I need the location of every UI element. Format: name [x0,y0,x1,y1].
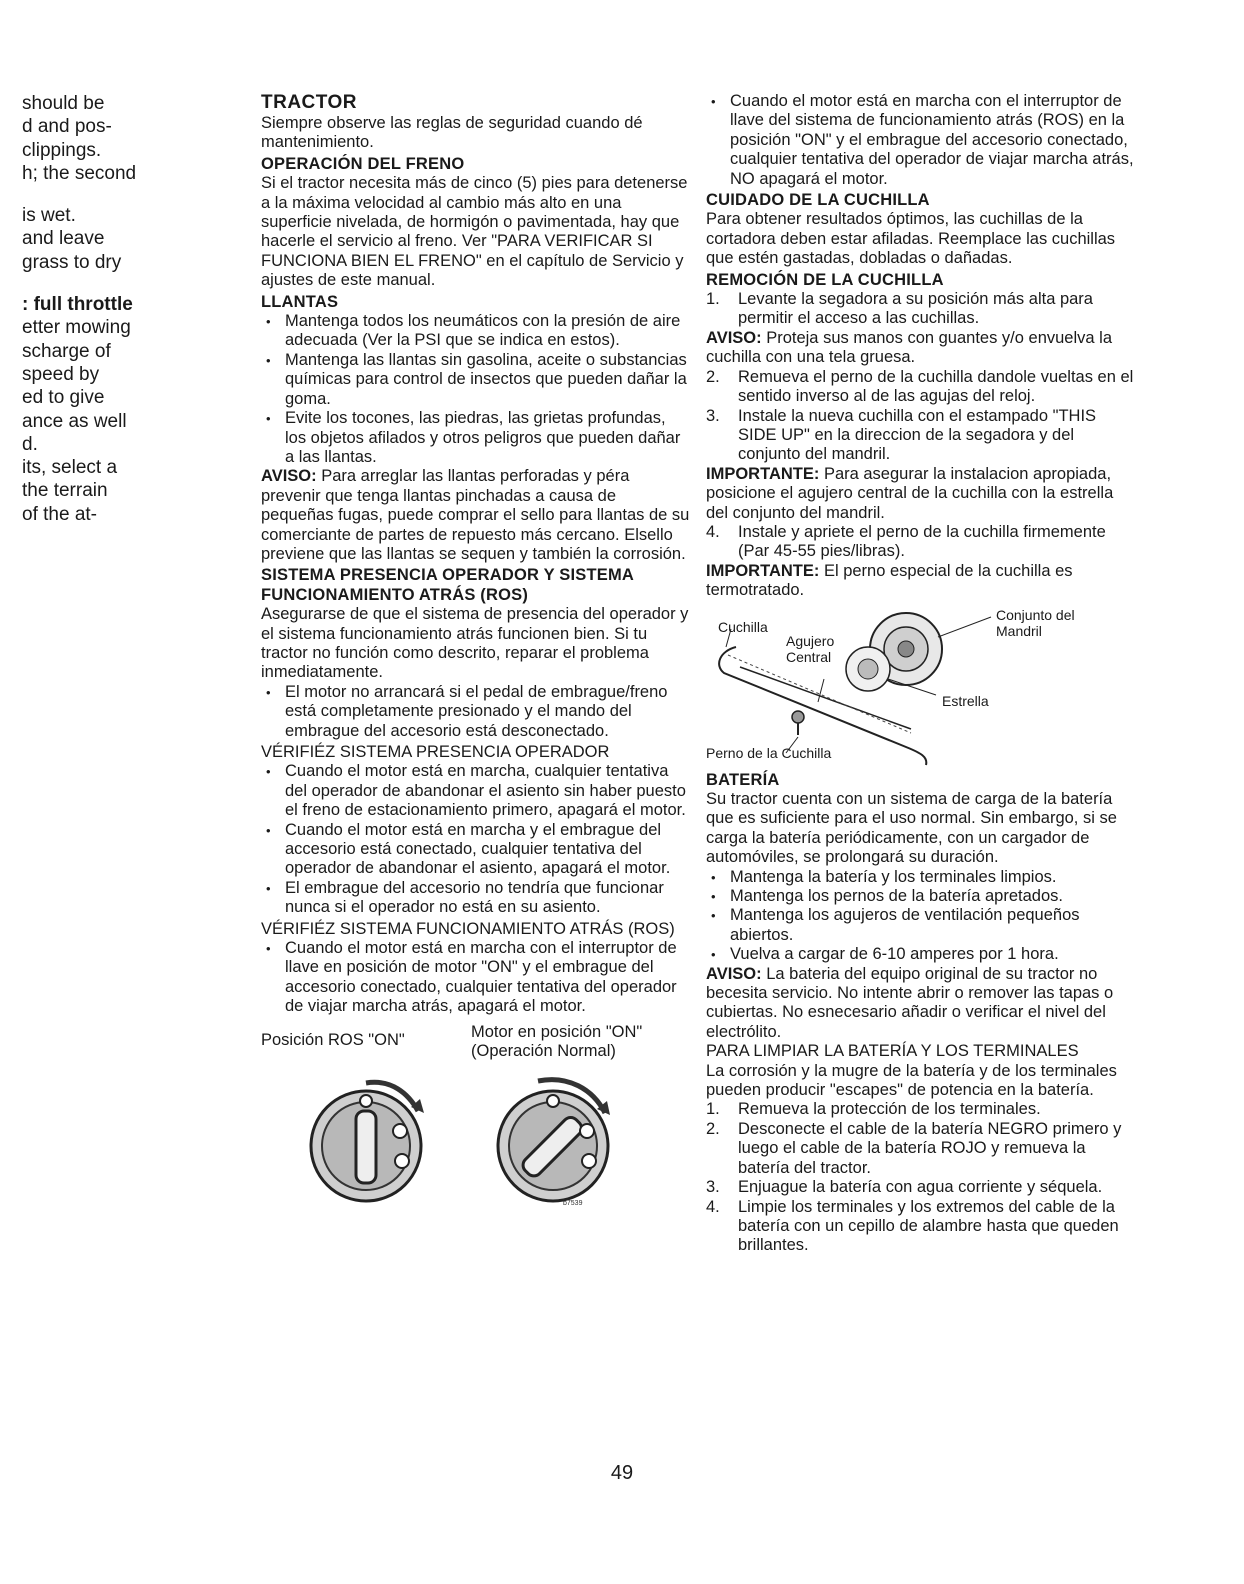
list-item: 1. Remueva la protección de los terminales. [706,1100,1041,1119]
list-item: • Mantenga todos los neumáticos con la presión de aire adecuada (Ver la PSI que se indica en estos). [261,312,691,351]
list-item: • Cuando el motor está en marcha con el interruptor de llave en posición de motor "ON" y el embrague del accesorio conectado, cualquier tentativa del operador de viajar marcha atrás, apagará el motor. [261,939,691,1017]
blade-steps [706,290,1136,329]
fragment-line: clippings. [22,139,102,161]
blade-care-heading: CUIDADO DE LA CUCHILLA [706,191,930,210]
label-mandril: Mandril [996,622,1042,639]
ignition-figure [261,1023,691,1218]
battery-text: Su tractor cuenta con un sistema de carga de la batería que es suficiente para el uso normal. Sin embargo, si se carga la batería periódicamente, con un cargador de automóviles, se prolongará su duración. [706,789,1117,867]
right-column [706,92,1136,1256]
label-agujero: Agujero [786,632,835,649]
tires-heading: LLANTAS [261,292,339,311]
blade-care-text: Para obtener resultados óptimos, las cuchillas de la cortadora deben estar afiladas. Reemplace las cuchillas que estén gastadas, dobladas o dañadas. [706,210,1116,268]
blade-assembly-illustration [706,607,1126,767]
page-number: 49 [610,1462,634,1484]
fragment-line: speed by [22,363,100,385]
section-title: TRACTOR [261,92,358,113]
blade-steps [706,523,1136,562]
fragment-line: d. [22,433,38,455]
motor-position-caption: Motor en posición "ON" (Operación Normal) [471,1022,643,1061]
list-item: • Evite los tocones, las piedras, las grietas profundas, los objetos afilados y otros peligros que pueden dañar a las llantas. [261,409,691,467]
notice-label: AVISO: [261,467,317,486]
list-item: • Cuando el motor está en marcha con el interruptor de llave del sistema de funcionamiento atrás (ROS) en la posición "ON" y el embrague del accesorio conectado, cualquier tentativa del operador de viajar marcha atrás, NO apagará el motor. [706,92,1136,189]
list-item: • Vuelva a cargar de 6-10 amperes por 1 hora. [706,945,1136,964]
tires-list [261,312,691,467]
fragment-line: and leave [22,228,105,250]
fragment-line: scharge of [22,340,111,362]
intro-text: Siempre observe las reglas de seguridad cuando dé mantenimiento. [261,114,643,152]
label-perno: Perno de la Cuchilla [706,744,832,761]
label-conjunto: Conjunto del [996,606,1075,623]
fragment-line: its, select a [22,457,118,479]
list-item: • Mantenga la batería y los terminales limpios. [706,868,1136,887]
fragment-line-bold: : full throttle [22,294,133,316]
verify-presence-heading: VÉRIFIÉZ SISTEMA PRESENCIA OPERADOR [261,743,610,761]
fragment-line: etter mowing [22,317,131,339]
clean-steps [706,1100,1136,1255]
important-note: IMPORTANTE: El perno especial de la cuchilla es termotratado. [706,561,1073,600]
list-item: 4. Instale y apriete el perno de la cuchilla firmemente (Par 45-55 pies/libras). [706,522,1106,561]
fragment-line: d and pos- [22,116,112,138]
list-item: 3. Enjuague la batería con agua corriente y séquela. [706,1178,1103,1197]
list-item: 2. Remueva el perno de la cuchilla dandole vueltas en el sentido inverso al de las agujas del reloj. [706,367,1134,406]
label-estrella: Estrella [942,692,989,709]
figure-code: b7539 [563,1199,583,1206]
list-item: • Mantenga los agujeros de ventilación pequeños abiertos. [706,906,1136,945]
list-item: 2. Desconecte el cable de la batería NEGRO primero y luego el cable de la batería ROJO y remueva la batería del tractor. [706,1119,1122,1177]
ros-intro: Asegurarse de que el sistema de presencia del operador y el sistema funcionamiento atrás funcionen bien. Si tu tractor no función como descrito, reparar el problema inmediatamente. [261,605,689,682]
ros-continued-list [706,92,1136,189]
list-item: 3. Instale la nueva cuchilla con el estampado "THIS SIDE UP" en la direccion de la segadora y del conjunto del mandril. [706,406,1097,464]
list-item: • El motor no arrancará si el pedal de embrague/freno está completamente presionado y el mando del embrague del accesorio está desconectado. [261,683,691,741]
blade-notice: AVISO: Proteja sus manos con guantes y/o envuelva la cuchilla con una tela gruesa. [706,328,1113,367]
list-item: • Cuando el motor está en marcha y el embrague del accesorio está conectado, cualquier tentativa del operador de abandonar el asiento, apagará el motor. [261,821,691,879]
fragment-line: is wet. [22,205,76,227]
verify-ros-list [261,939,691,1017]
middle-column [261,92,691,1218]
battery-notice: AVISO: La bateria del equipo original de su tractor no becesita servicio. No intente abrir o remover las tapas o cubiertas. No esnecesario añadir o verificar el nivel del electrólito. [706,964,1114,1041]
brake-heading: OPERACIÓN DEL FRENO [261,154,465,173]
important-note: IMPORTANTE: Para asegurar la instalacion apropiada, posicione el agujero central de la cuchilla con la estrella del conjunto del mandril. [706,464,1114,522]
list-item: • El embrague del accesorio no tendría que funcionar nunca si el operador no está en su asiento. [261,879,691,918]
fragment-line: should be [22,93,105,114]
label-central: Central [786,648,832,665]
ros-list [261,683,691,741]
fragment-line: grass to dry [22,251,122,273]
fragment-line: ed to give [22,387,105,409]
brake-text: Si el tractor necesita más de cinco (5) pies para detenerse a la máxima velocidad al cambio más alto en una superficie nivelada, de hormigón o pavimentada, hay que hacerle el servicio al freno. Ver "PARA VERIFICAR SI FUNCIONA BIEN EL FRENO" en el capítulo de Servicio y ajustes de este manual. [261,174,688,290]
blade-steps [706,368,1136,465]
list-item: 4. Limpie los terminales y los extremos del cable de la batería con un cepillo de alambre hasta que queden brillantes. [706,1197,1119,1255]
clean-intro: La corrosión y la mugre de la batería y de los terminales pueden producir "escapes" de potencia en la batería. [706,1061,1117,1100]
list-item: • Cuando el motor está en marcha, cualquier tentativa del operador de abandonar el asiento sin haber puesto el freno de estacionamiento primero, apagará el motor. [261,762,691,820]
list-item: 1. Levante la segadora a su posición más alta para permitir el acceso a las cuchillas. [706,290,1093,328]
label-cuchilla: Cuchilla [718,618,768,635]
notice-text: Para arreglar las llantas perforadas y péra prevenir que tenga llantas pinchadas a causa de pequeñas fugas, puede comprar el sello para llantas de su comerciante de partes de repuesto más cercano. Elsello previene que las llantas se sequen y también la corrosión. [261,467,690,563]
fragment-line: the terrain [22,480,108,502]
verify-ros-heading: VÉRIFIÉZ SISTEMA FUNCIONAMIENTO ATRÁS (ROS) [261,919,675,938]
battery-heading: BATERÍA [706,770,780,789]
ignition-switch-normal-icon [483,1071,623,1206]
tires-notice [261,467,691,564]
fragment-line: h; the second [22,162,137,184]
ros-heading: SISTEMA PRESENCIA OPERADOR Y SISTEMA FUNCIONAMIENTO ATRÁS (ROS) [261,566,634,604]
verify-presence-list [261,762,691,917]
blade-diagram [706,607,1126,767]
fragment-line: ance as well [22,410,127,432]
fragment-line: of the at- [22,503,97,525]
blade-removal-heading: REMOCIÓN DE LA CUCHILLA [706,270,944,289]
ros-position-caption: Posición ROS "ON" [261,1030,405,1049]
ignition-switch-ros-icon [296,1071,436,1206]
left-fragment-column [22,92,227,526]
battery-list [706,868,1136,965]
list-item: • Mantenga los pernos de la batería apretados. [706,887,1136,906]
clean-heading: PARA LIMPIAR LA BATERÍA Y LOS TERMINALES [706,1042,1079,1061]
list-item: • Mantenga las llantas sin gasolina, aceite o substancias químicas para control de insectos que pueden dañar la goma. [261,351,691,409]
